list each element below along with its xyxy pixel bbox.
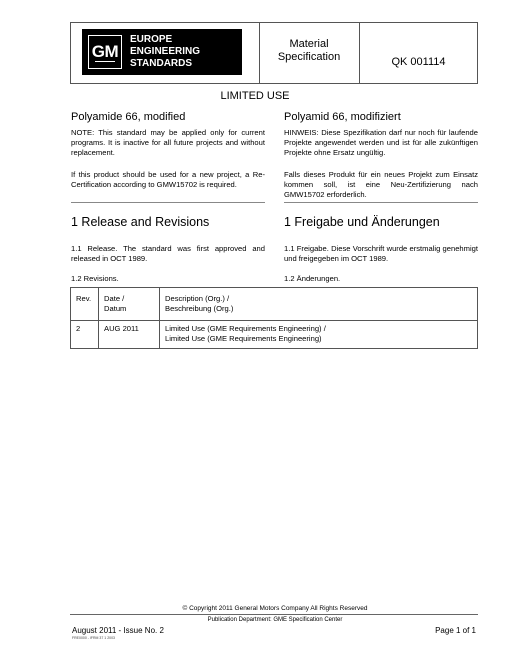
divider <box>284 202 478 203</box>
recert-en: If this product should be used for a new project, a Re-Certification according to GMW15702 is required. <box>71 170 265 189</box>
revisions-en: 1.2 Revisions. <box>71 274 119 283</box>
title-de: Polyamid 66, modifiziert <box>284 111 401 123</box>
form-code: FRE0000 - IFRM 37 1 2003 <box>72 636 115 640</box>
header-date-label: Datum <box>104 304 127 313</box>
cell-description-line: Limited Use (GME Requirements Engineering) <box>165 334 322 343</box>
doc-type-line: Specification <box>277 51 341 63</box>
header-date <box>99 288 160 321</box>
doc-code: QK 001114 <box>391 56 446 68</box>
logo-line: ENGINEERING <box>130 46 201 57</box>
logo-text <box>130 34 200 70</box>
header-description-label: Description (Org.) / <box>165 294 230 303</box>
publication-department: Publication Department: GME Specification Center <box>207 617 343 623</box>
logo-line: EUROPE <box>130 34 173 45</box>
header-description <box>160 288 478 321</box>
logo-line: STANDARDS <box>130 58 193 69</box>
section1-heading-en: 1 Release and Revisions <box>71 215 210 229</box>
copyright: © Copyright 2011 General Motors Company All Rights Reserved <box>182 605 368 612</box>
cell-description <box>160 321 478 349</box>
footer-rule <box>70 614 478 615</box>
table-row <box>71 321 478 349</box>
gm-logo <box>82 29 242 75</box>
issue-info: August 2011 - Issue No. 2 <box>72 626 164 635</box>
section1-heading-de: 1 Freigabe und Änderungen <box>284 215 440 229</box>
revisions-table <box>70 287 478 349</box>
release-de: 1.1 Freigabe. Diese Vorschrift wurde erstmalig genehmigt und freigegeben im OCT 1989. <box>284 244 478 263</box>
gm-logo-underline <box>95 61 115 63</box>
note-en: NOTE: This standard may be applied only for current programs. It is inactive for all future projects and without replacement. <box>71 128 265 157</box>
cell-description-line: Limited Use (GME Requirements Engineering) / <box>165 324 326 333</box>
header-rev-label: Rev. <box>76 294 92 303</box>
doc-type <box>259 38 359 64</box>
gm-logo-mark <box>88 35 122 69</box>
header-divider <box>359 23 360 83</box>
gm-logo-letters: GM <box>91 42 119 61</box>
note-de: HINWEIS: Diese Spezifikation darf nur noch für laufende Projekte angewendet werden und ist für alle zukünftigen Projekte ohne Ersatz ungültig. <box>284 128 478 157</box>
release-en: 1.1 Release. The standard was first approved and released in OCT 1989. <box>71 244 265 263</box>
cell-date: AUG 2011 <box>99 321 160 349</box>
header-rev <box>71 288 99 321</box>
page-number: Page 1 of 1 <box>435 626 476 635</box>
title-en: Polyamide 66, modified <box>71 111 186 123</box>
recert-de: Falls dieses Produkt für ein neues Projekt zum Einsatz kommen soll, ist eine Neu-Zertifizierung nach GMW15702 erforderlich. <box>284 170 478 199</box>
divider <box>71 202 265 203</box>
table-header-row <box>71 288 478 321</box>
limited-use-label: LIMITED USE <box>220 90 290 102</box>
header-date-label: Date / <box>104 294 125 303</box>
doc-type-line: Material <box>289 38 329 50</box>
revisions-de: 1.2 Änderungen. <box>284 274 341 283</box>
header-description-label: Beschreibung (Org.) <box>165 304 234 313</box>
cell-rev: 2 <box>71 321 99 349</box>
